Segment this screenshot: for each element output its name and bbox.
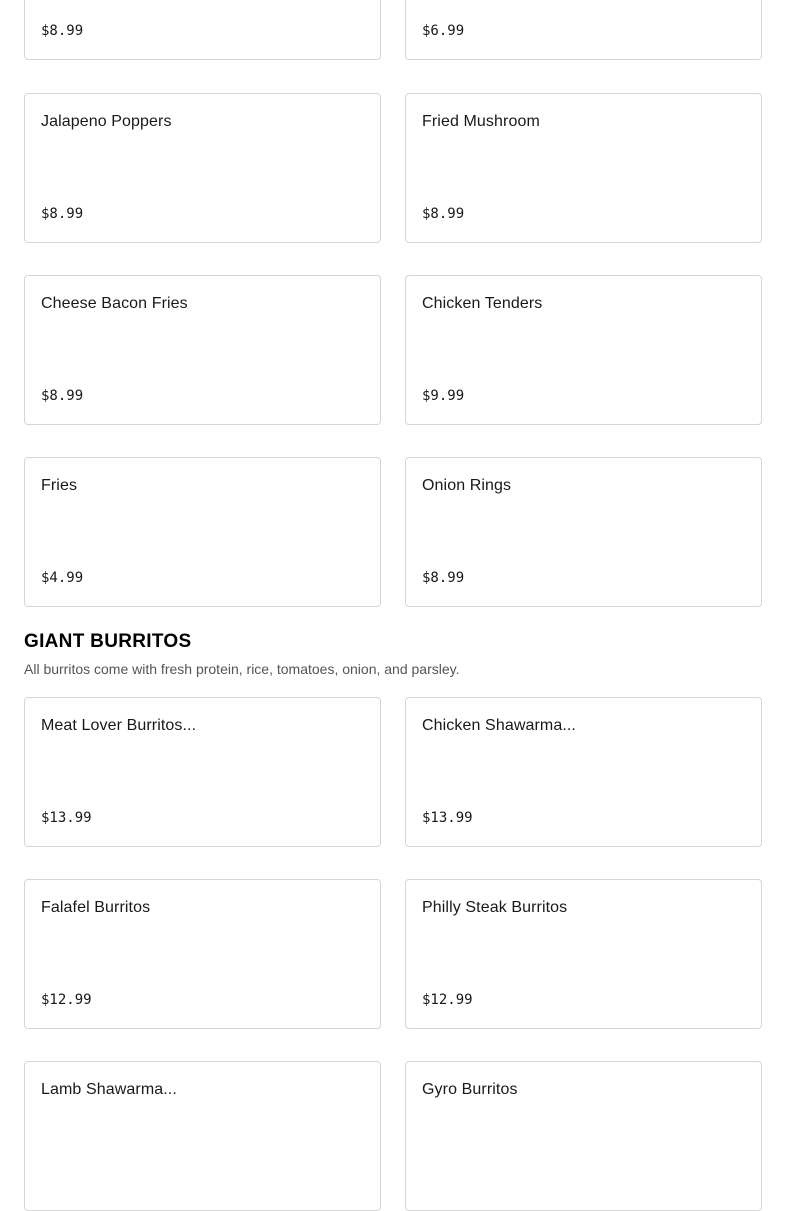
menu-item-card[interactable] <box>405 879 762 1029</box>
menu-item-name: Gyro Burritos <box>422 1081 518 1098</box>
menu-item-card[interactable] <box>24 275 381 425</box>
menu-item-price: $8.99 <box>41 206 84 222</box>
menu-item-card[interactable] <box>405 1061 762 1211</box>
menu-item-card[interactable] <box>24 1061 381 1211</box>
menu-item-name: Chicken Shawarma... <box>422 717 576 734</box>
menu-item-card[interactable] <box>24 879 381 1029</box>
menu-item-price: $6.99 <box>422 23 465 39</box>
menu-item-price: $4.99 <box>41 570 84 586</box>
menu-item-price: $12.99 <box>41 992 92 1008</box>
menu-item-name: Jalapeno Poppers <box>41 113 172 130</box>
menu-item-name: Lamb Shawarma... <box>41 1081 177 1098</box>
menu-item-price: $8.99 <box>41 388 84 404</box>
menu-item-price: $8.99 <box>422 570 465 586</box>
menu-item-name: Onion Rings <box>422 477 512 494</box>
section-title: GIANT BURRITOS <box>24 631 192 652</box>
menu-item-price: $8.99 <box>41 23 84 39</box>
menu-item-price: $13.99 <box>422 810 473 826</box>
menu-item-price: $9.99 <box>422 388 465 404</box>
menu-item-name: Cheese Bacon Fries <box>41 295 188 312</box>
menu-item-price: $13.99 <box>41 810 92 826</box>
menu-item-name: Falafel Burritos <box>41 899 151 916</box>
menu-item-name: Meat Lover Burritos... <box>41 717 197 734</box>
menu-item-card[interactable] <box>405 697 762 847</box>
menu-item-price: $12.99 <box>422 992 473 1008</box>
menu-item-card[interactable] <box>405 457 762 607</box>
menu-item-card[interactable] <box>24 0 381 60</box>
menu-item-card[interactable] <box>405 275 762 425</box>
menu-item-price: $8.99 <box>422 206 465 222</box>
menu-item-card[interactable] <box>405 93 762 243</box>
menu-item-card[interactable] <box>405 0 762 60</box>
menu-item-card[interactable] <box>24 457 381 607</box>
menu-item-name: Chicken Tenders <box>422 295 543 312</box>
section-description: All burritos come with fresh protein, rice, tomatoes, onion, and parsley. <box>24 661 460 677</box>
menu-item-name: Fries <box>41 477 78 494</box>
menu-item-card[interactable] <box>24 93 381 243</box>
menu-item-name: Philly Steak Burritos <box>422 899 568 916</box>
menu-item-name: Fried Mushroom <box>422 113 540 130</box>
menu-item-card[interactable] <box>24 697 381 847</box>
